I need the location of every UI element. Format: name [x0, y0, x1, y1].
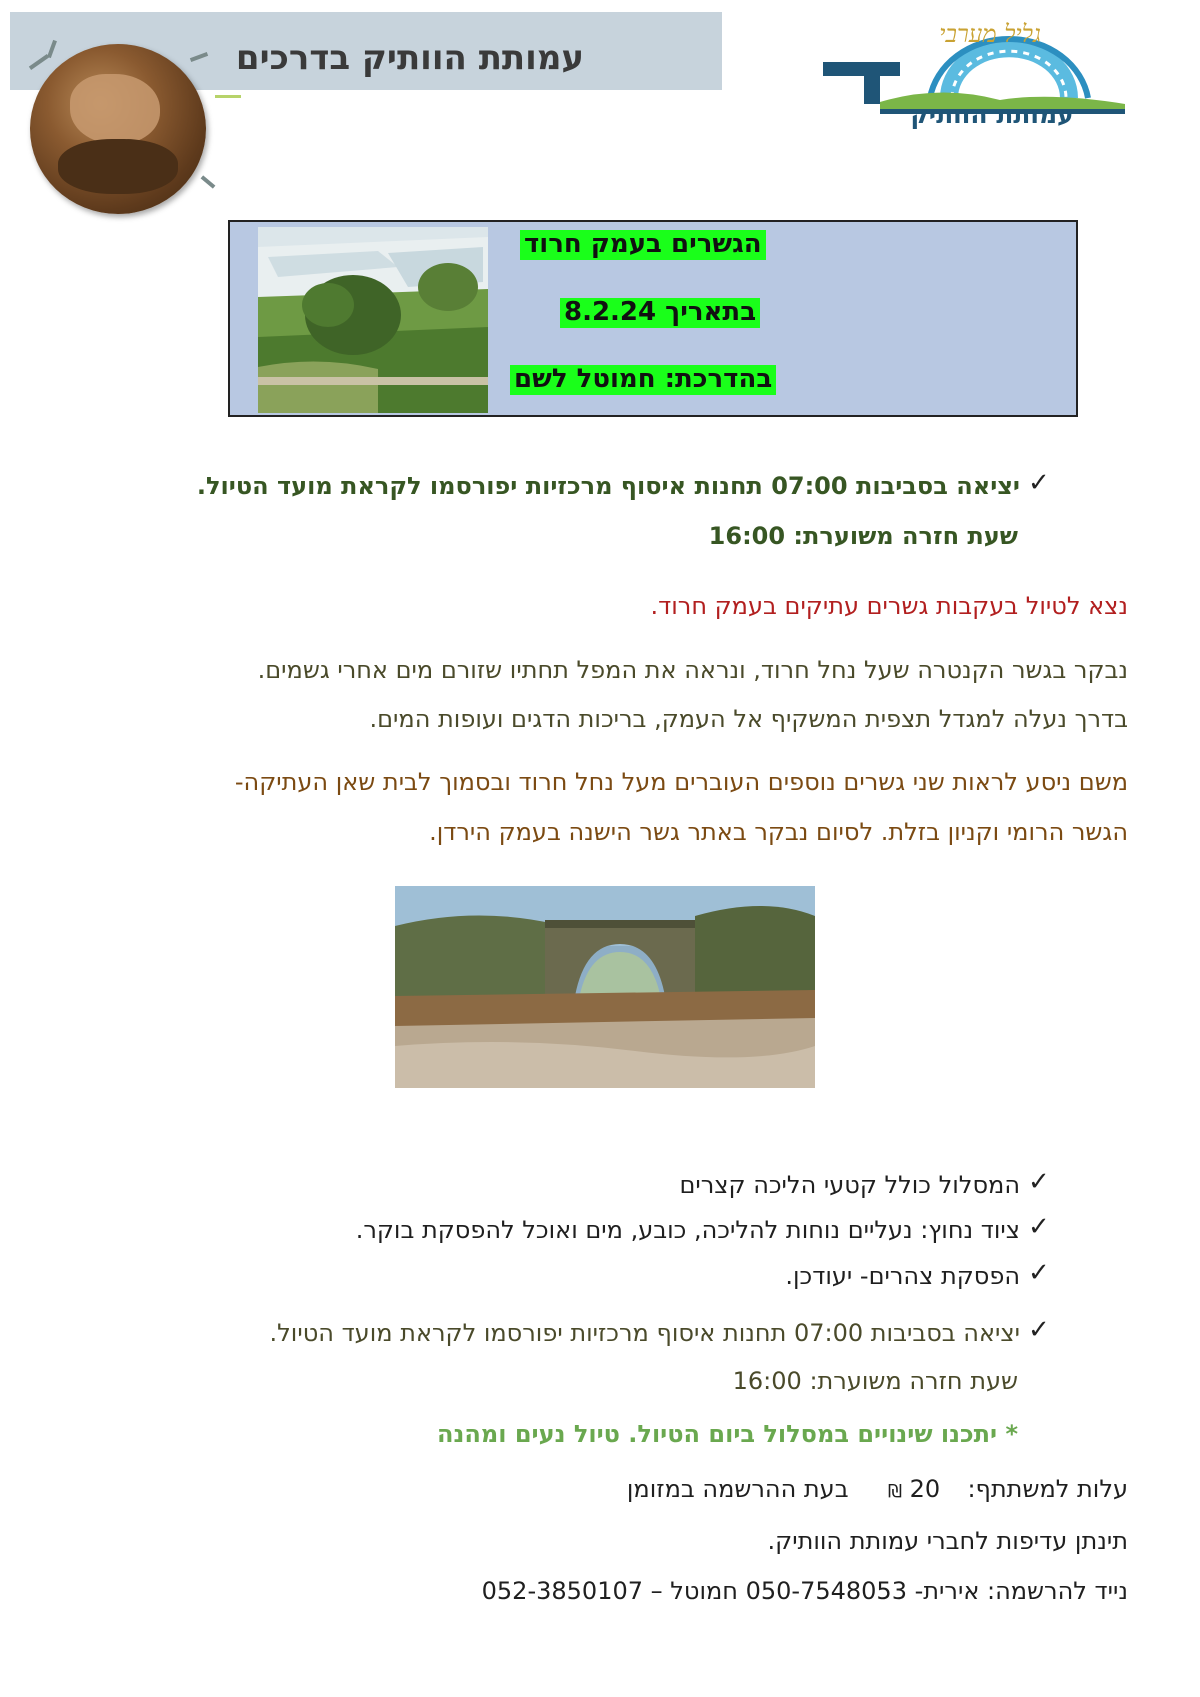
- priority-line: תינתן עדיפות לחברי עמותת הוותיק.: [767, 1527, 1128, 1555]
- shekel-icon: ₪: [887, 1481, 902, 1502]
- changes-note: * יתכנו שינויים במסלול ביום הטיול. טיול נעים ומהנה: [437, 1420, 1018, 1448]
- trip-guide: בהדרכת: חמוטל לשם: [510, 365, 776, 395]
- intro-line: נצא לטיול בעקבות גשרים עתיקים בעמק חרוד.: [650, 592, 1128, 620]
- departure-details: יציאה בסביבות 07:00 תחנות איסוף מרכזיות יפורסמו לקראת מועד הטיול.: [196, 472, 1020, 500]
- decor-dash: [215, 95, 241, 98]
- logo-tagline: גליל מערבי: [939, 20, 1041, 48]
- paragraph1-line2: בדרך נעלה למגדל תצפית המשקיף אל העמק, בריכות הדגים ועופות המים.: [369, 705, 1128, 733]
- return-time: שעת חזרה משוערת: 16:00: [708, 522, 1018, 550]
- check-icon: ✓: [1028, 1315, 1050, 1345]
- check-icon: ✓: [1028, 1258, 1050, 1288]
- bridge-photo: [395, 886, 815, 1088]
- check-icon: ✓: [1028, 1167, 1050, 1197]
- paragraph1-line1: נבקר בגשר הקנטרה שעל נחל חרוד, ונראה את המפל תחתיו שזורם מים אחרי גשמים.: [257, 656, 1128, 684]
- paragraph2-line2: הגשר הרומי וקניון בזלת. לסיום נבקר באתר גשר הישנה בעמק הירדן.: [429, 818, 1128, 846]
- logo-name: עמותת הוותיק: [910, 100, 1074, 129]
- decor-dash: [201, 175, 216, 188]
- trip-date: בתאריך 8.2.24: [560, 298, 760, 328]
- title-photo-fish-ponds: [258, 227, 488, 413]
- cost-label: עלות למשתתף:: [967, 1475, 1128, 1503]
- banner-photo-hands-soil: [30, 44, 206, 214]
- bullet-lunch: הפסקת צהרים- יעודכן.: [785, 1262, 1020, 1290]
- cost-amount: 20: [909, 1475, 941, 1503]
- check-icon: ✓: [1028, 468, 1050, 498]
- check-icon: ✓: [1028, 1212, 1050, 1242]
- trip-name: הגשרים בעמק חרוד: [520, 230, 766, 260]
- cost-payment: בעת ההרשמה במזומן: [626, 1475, 849, 1503]
- return-time-bottom: שעת חזרה משוערת: 16:00: [732, 1367, 1018, 1395]
- banner-title: עמותת הוותיק בדרכים: [235, 38, 585, 78]
- departure-details-bottom: יציאה בסביבות 07:00 תחנות איסוף מרכזיות יפורסמו לקראת מועד הטיול.: [269, 1319, 1020, 1347]
- bullet-equipment: ציוד נחוץ: נעליים נוחות להליכה, כובע, מים ואוכל להפסקת בוקר.: [355, 1216, 1020, 1244]
- cost-line: [627, 1475, 1128, 1503]
- bullet-route: המסלול כולל קטעי הליכה קצרים: [679, 1171, 1020, 1199]
- contact-line: נייד להרשמה: אירית- 050-7548053 חמוטל – 052-3850107: [481, 1577, 1128, 1605]
- paragraph2-line1: משם ניסע לראות שני גשרים נוספים העוברים מעל נחל חרוד ובסמוך לבית שאן העתיקה-: [234, 768, 1128, 796]
